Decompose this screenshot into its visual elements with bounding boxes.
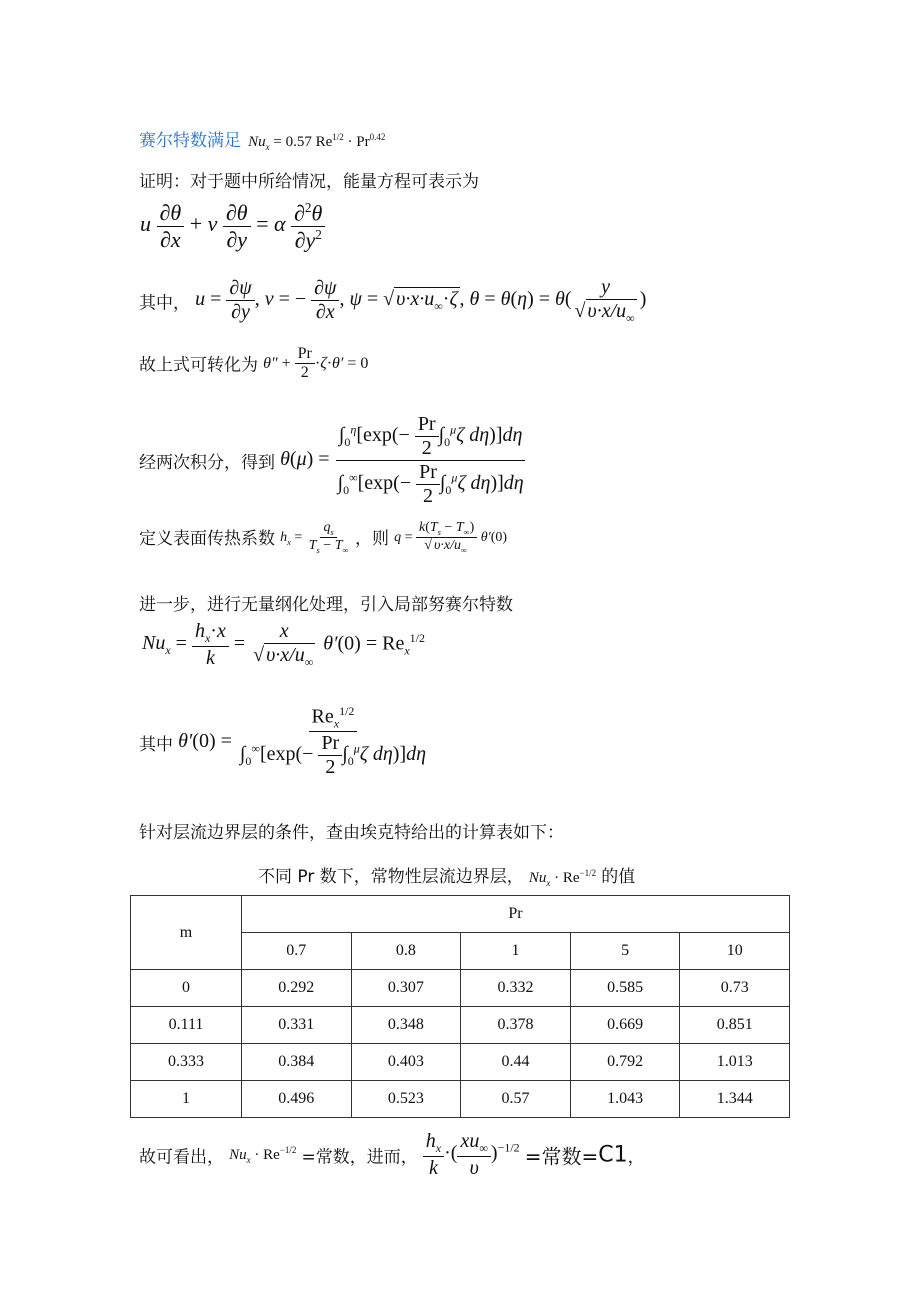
caption-formula: $Nu_x \cdot Re^{-1/2}$ [528, 868, 597, 888]
m-value: 0.111 [131, 1007, 242, 1044]
conclusion-formula-a: $Nu_x \cdot Re^{-1/2}$ [229, 1145, 297, 1166]
pr-value: 0.7 [242, 933, 352, 970]
heading-line [139, 126, 385, 152]
table-cell: 0.57 [461, 1081, 571, 1118]
table-cell: 0.332 [461, 970, 571, 1007]
table-cell: 0.348 [351, 1007, 461, 1044]
conclusion-formula-b: $\frac{h_x}{k}$ ·( $\frac{xu_\infty}{\upsilon}$ )$^{-1/2}$ [423, 1142, 525, 1164]
conclusion-end: ， [627, 1147, 645, 1168]
eckert-table [130, 895, 790, 1118]
table-cell: 0.384 [242, 1044, 352, 1081]
transformed-equation-line [139, 345, 368, 383]
table-caption [258, 862, 635, 888]
table-cell: 0.403 [351, 1044, 461, 1081]
table-cell: 0.307 [351, 970, 461, 1007]
table-cell: 0.792 [570, 1044, 680, 1081]
table-cell: 0.585 [570, 970, 680, 1007]
table-row [131, 1081, 790, 1118]
nondimensional-intro: 进一步，进行无量纲化处理，引入局部努赛尔特数 [139, 595, 513, 615]
table-intro: 针对层流边界层的条件，查由埃克特给出的计算表如下： [139, 823, 564, 843]
heat-flux-formula: q = $\frac{k(T_s - T_\infty)}{√ \upsilon\cdot x/u_\infty}$ θ′(0) [394, 520, 508, 556]
m-value: 0 [131, 970, 242, 1007]
transformed-equation: θ″ + $\frac{Pr}{2}$ ·ζ·θ′ = 0 [263, 345, 369, 382]
table-cell: 0.851 [680, 1007, 790, 1044]
local-nusselt-formula: $Nu_x$ = $\frac{h_x\cdot x}{k}$ = $\frac{x}{√ \upsilon\cdot x/u_\infty}$ $\theta'(0) = Re_x^{1/2}$ [142, 620, 425, 669]
conclusion-text-c: =常数= [524, 1144, 599, 1169]
pr-value: 0.8 [351, 933, 461, 970]
htc-label: 定义表面传热系数 [139, 529, 275, 550]
heading-text: 赛尔特数满足 [139, 131, 241, 151]
pr-value: 1 [461, 933, 571, 970]
m-value: 0.333 [131, 1044, 242, 1081]
integral-solution-line [139, 413, 527, 508]
htc-connector: ，则 [354, 529, 389, 550]
m-value: 1 [131, 1081, 242, 1118]
table-row [131, 970, 790, 1007]
heat-transfer-coefficient-line [139, 520, 507, 556]
transformed-label: 故上式可转化为 [139, 355, 258, 376]
pr-header: Pr [242, 896, 790, 933]
table-cell: 0.331 [242, 1007, 352, 1044]
table-cell: 0.523 [351, 1081, 461, 1118]
table-cell: 1.344 [680, 1081, 790, 1118]
substitution-label: 其中， [139, 293, 190, 314]
table-row [131, 1007, 790, 1044]
table-cell: 1.043 [570, 1081, 680, 1118]
caption-text: 不同 Pr 数下，常物性层流边界层， [258, 867, 524, 887]
substitution-line [139, 276, 646, 326]
proof-intro: 证明：对于题中所给情况，能量方程可表示为 [139, 172, 479, 192]
table-cell: 0.73 [680, 970, 790, 1007]
conclusion-text-b: =常数，进而， [301, 1147, 418, 1168]
conclusion-line [139, 1130, 645, 1180]
substitution-formula: u = $\frac{\partial\psi}{\partial y}$ , v = − $\frac{\partial\psi}{\partial x}$ , ψ = √ $\upsilon\cdot x\cdot u_\infty\cdot\zeta$ , θ = θ(η) = θ( $\frac{y}{√ \upsilon\cdot x/u_\infty}$ ) [195, 276, 647, 325]
pr-value: 5 [570, 933, 680, 970]
m-header: m [131, 896, 242, 970]
integral-solution: θ(μ) = $\int_0^\eta[\exp(-$ $\frac{Pr}{2}$ $\int_0^\mu\zeta$ dη)]dη $\int_0^\infty[\exp(-$ $\frac{Pr}{2}$ $\int_0^\mu\zeta$ dη)]dη [280, 413, 524, 507]
htc-definition: $h_x$ = $\frac{q_s}{T_s - T_\infty}$ [280, 520, 349, 556]
table-cell: 0.496 [242, 1081, 352, 1118]
table-row [131, 1044, 790, 1081]
table-cell: 0.669 [570, 1007, 680, 1044]
constant-c1: C1 [598, 1142, 628, 1168]
table-cell: 0.44 [461, 1044, 571, 1081]
theta-prime-line [139, 705, 429, 779]
nusselt-correlation: $Nu_x = 0.57$ $Re^{1/2} \cdot Pr^{0.42}$ [248, 132, 386, 152]
integral-label: 经两次积分，得到 [139, 453, 275, 474]
energy-equation: u $\frac{\partial\theta}{\partial x}$ + v $\frac{\partial\theta}{\partial y}$ = α $\frac{\partial^2\theta}{\partial y^2}$ [140, 200, 325, 252]
table-cell: 0.378 [461, 1007, 571, 1044]
theta-prime-label: 其中 [139, 734, 173, 755]
table-cell: 0.292 [242, 970, 352, 1007]
table-cell: 1.013 [680, 1044, 790, 1081]
pr-value: 10 [680, 933, 790, 970]
theta-prime-formula: θ′(0) = $Re_x^{1/2}$ $\int_0^\infty[\exp(-$ $\frac{Pr}{2}$ $\int_0^\mu\zeta$ dη)]dη [178, 704, 427, 779]
table-header-row [131, 896, 790, 933]
conclusion-text-a: 故可看出， [139, 1147, 224, 1168]
caption-suffix: 的值 [601, 867, 636, 887]
